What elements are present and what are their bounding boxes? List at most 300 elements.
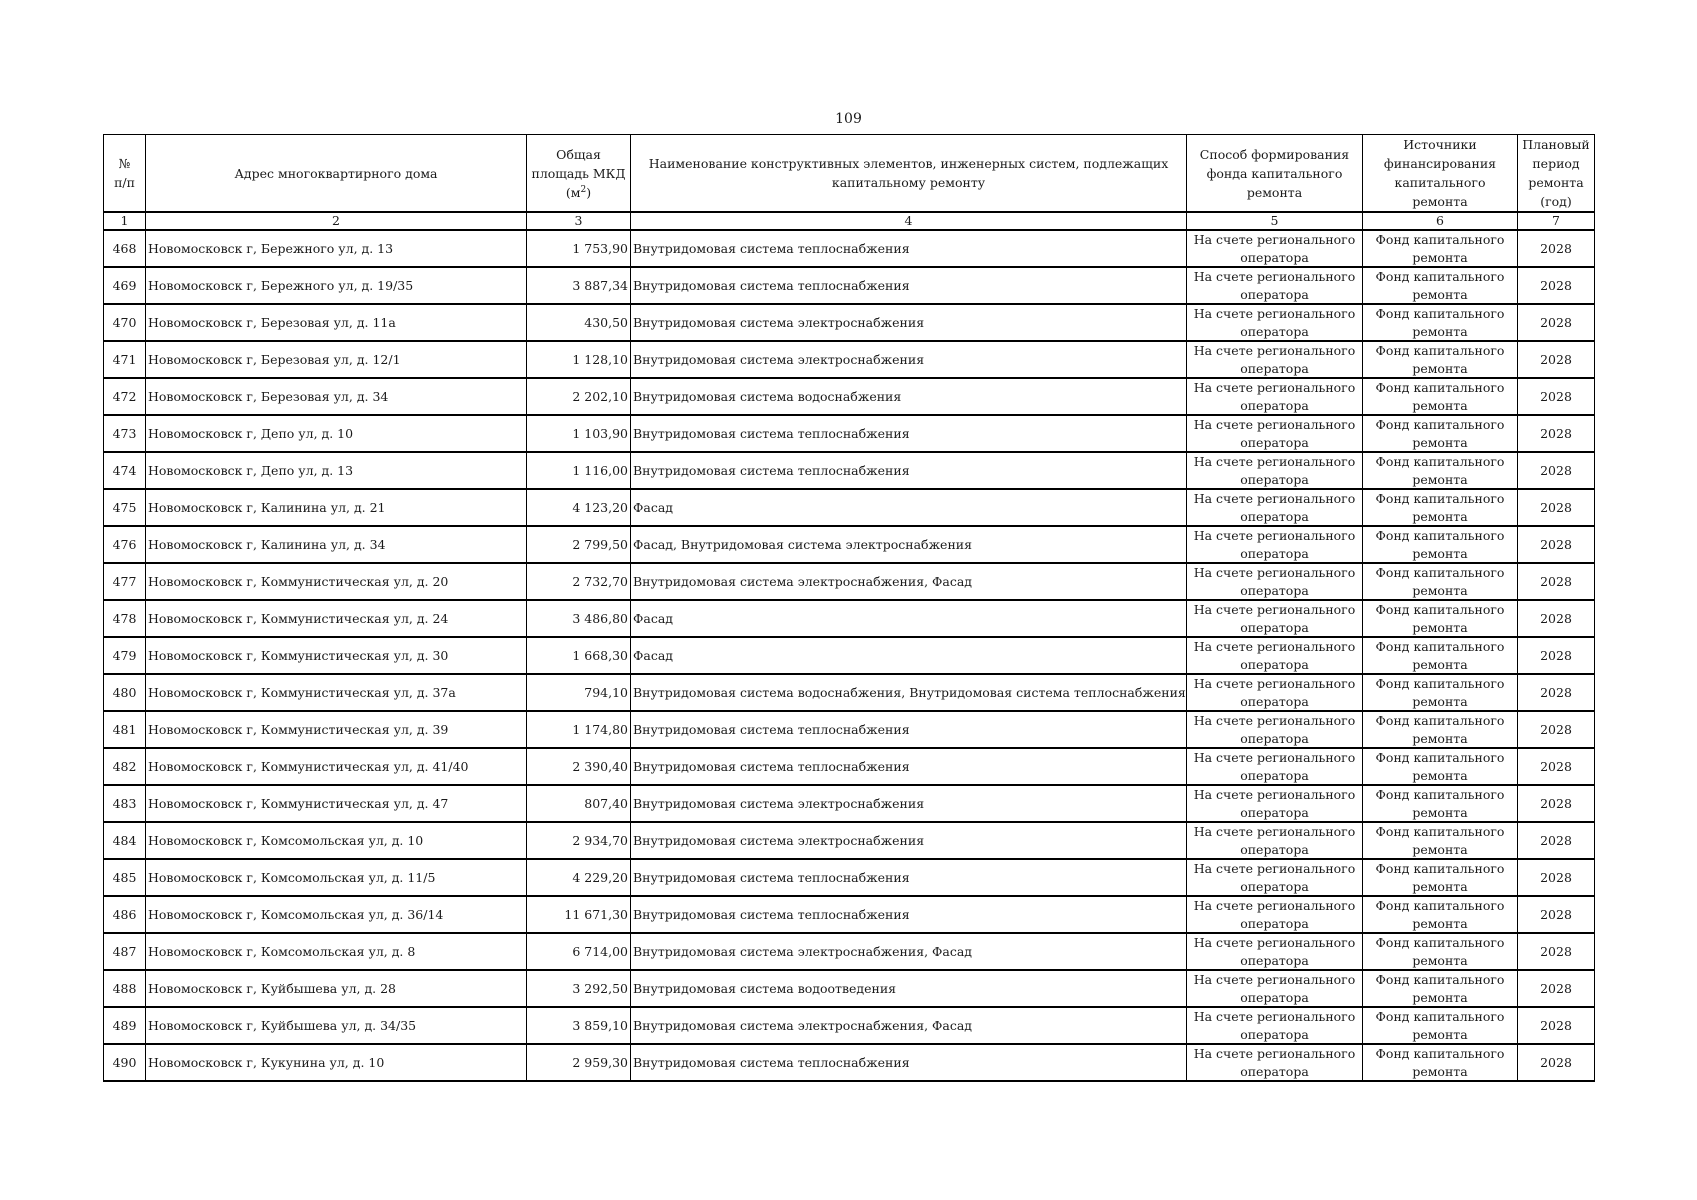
table-row — [104, 896, 1595, 933]
header-num-line: п/п — [114, 175, 135, 190]
row-source — [1363, 637, 1518, 674]
table-row — [104, 600, 1595, 637]
header-source — [1363, 135, 1518, 213]
row-address: Новомосковск г, Коммунистическая ул, д. 41/40 — [146, 748, 527, 785]
table-row — [104, 563, 1595, 600]
row-method-line: На счете регионального — [1193, 232, 1356, 247]
row-area: 1 128,10 — [527, 341, 631, 378]
table-row — [104, 637, 1595, 674]
row-address: Новомосковск г, Комсомольская ул, д. 10 — [146, 822, 527, 859]
row-area: 3 859,10 — [527, 1007, 631, 1044]
row-source — [1363, 711, 1518, 748]
row-source — [1363, 489, 1518, 526]
row-address: Новомосковск г, Калинина ул, д. 34 — [146, 526, 527, 563]
row-source-line: Фонд капитального — [1375, 491, 1505, 506]
row-method — [1187, 378, 1363, 415]
row-method — [1187, 637, 1363, 674]
table-row — [104, 341, 1595, 378]
row-source-line: ремонта — [1412, 582, 1468, 598]
row-source-line: Фонд капитального — [1375, 676, 1505, 691]
row-source-line: ремонта — [1412, 1063, 1468, 1079]
table-row — [104, 748, 1595, 785]
row-elements: Внутридомовая система электроснабжения — [631, 785, 1187, 822]
row-source — [1363, 970, 1518, 1007]
row-area: 2 799,50 — [527, 526, 631, 563]
row-address: Новомосковск г, Депо ул, д. 13 — [146, 452, 527, 489]
header-period-line: ремонта — [1528, 175, 1584, 190]
header-method-line: ремонта — [1246, 184, 1303, 200]
header-method-line: Способ формирования — [1199, 146, 1350, 162]
row-method — [1187, 1044, 1363, 1081]
row-method — [1187, 489, 1363, 526]
row-source-line: Фонд капитального — [1375, 750, 1505, 765]
row-area: 1 116,00 — [527, 452, 631, 489]
row-source — [1363, 267, 1518, 304]
row-area: 6 714,00 — [527, 933, 631, 970]
header-area-unit-close: ) — [586, 184, 592, 200]
header-num-line: № — [118, 156, 131, 171]
row-area: 2 390,40 — [527, 748, 631, 785]
row-number: 488 — [104, 970, 146, 1007]
header-area-line: площадь МКД — [531, 165, 626, 181]
header-period-line: Плановый — [1522, 137, 1590, 152]
header-period-line: (год) — [1540, 194, 1572, 209]
row-method — [1187, 267, 1363, 304]
row-source — [1363, 859, 1518, 896]
row-method — [1187, 600, 1363, 637]
row-source — [1363, 1044, 1518, 1081]
row-source — [1363, 415, 1518, 452]
row-method-line: На счете регионального — [1193, 1046, 1356, 1061]
row-source-line: ремонта — [1412, 434, 1468, 450]
row-area: 430,50 — [527, 304, 631, 341]
row-elements: Внутридомовая система теплоснабжения — [631, 230, 1187, 267]
row-address: Новомосковск г, Бережного ул, д. 13 — [146, 230, 527, 267]
row-source-line: Фонд капитального — [1375, 1046, 1505, 1061]
row-year: 2028 — [1518, 415, 1595, 452]
row-area: 794,10 — [527, 674, 631, 711]
column-number: 3 — [527, 212, 631, 230]
row-method-line: оператора — [1240, 767, 1309, 783]
row-source-line: Фонд капитального — [1375, 861, 1505, 876]
row-method — [1187, 933, 1363, 970]
row-number: 471 — [104, 341, 146, 378]
row-method-line: На счете регионального — [1193, 602, 1356, 617]
header-elements-line: Наименование конструктивных элементов, инженерных систем, подлежащих — [648, 156, 1169, 171]
row-address: Новомосковск г, Куйбышева ул, д. 28 — [146, 970, 527, 1007]
row-year: 2028 — [1518, 563, 1595, 600]
row-method-line: На счете регионального — [1193, 380, 1356, 395]
row-elements: Внутридомовая система электроснабжения, Фасад — [631, 933, 1187, 970]
row-method-line: На счете регионального — [1193, 306, 1356, 321]
header-elements — [631, 135, 1187, 213]
row-method-line: На счете регионального — [1193, 935, 1356, 950]
table-row — [104, 1044, 1595, 1081]
row-source-line: ремонта — [1412, 804, 1468, 820]
row-year: 2028 — [1518, 822, 1595, 859]
row-method — [1187, 896, 1363, 933]
row-source — [1363, 933, 1518, 970]
row-source-line: Фонд капитального — [1375, 306, 1505, 321]
row-elements: Внутридомовая система теплоснабжения — [631, 1044, 1187, 1081]
row-method-line: На счете регионального — [1193, 898, 1356, 913]
row-method-line: оператора — [1240, 1026, 1309, 1042]
row-source-line: ремонта — [1412, 952, 1468, 968]
row-method-line: На счете регионального — [1193, 491, 1356, 506]
row-source — [1363, 230, 1518, 267]
column-number: 2 — [146, 212, 527, 230]
row-method-line: оператора — [1240, 582, 1309, 598]
row-year: 2028 — [1518, 637, 1595, 674]
row-elements: Внутридомовая система теплоснабжения — [631, 896, 1187, 933]
row-address: Новомосковск г, Комсомольская ул, д. 8 — [146, 933, 527, 970]
row-source-line: ремонта — [1412, 397, 1468, 413]
table-row — [104, 711, 1595, 748]
row-source-line: Фонд капитального — [1375, 787, 1505, 802]
row-number: 484 — [104, 822, 146, 859]
row-source-line: ремонта — [1412, 841, 1468, 857]
row-address: Новомосковск г, Коммунистическая ул, д. 20 — [146, 563, 527, 600]
row-area: 11 671,30 — [527, 896, 631, 933]
column-number: 4 — [631, 212, 1187, 230]
row-method-line: На счете регионального — [1193, 1009, 1356, 1024]
row-method — [1187, 1007, 1363, 1044]
row-method — [1187, 785, 1363, 822]
row-elements: Внутридомовая система теплоснабжения — [631, 711, 1187, 748]
table-row — [104, 415, 1595, 452]
table-body — [104, 230, 1595, 1081]
row-source-line: ремонта — [1412, 286, 1468, 302]
row-method-line: оператора — [1240, 841, 1309, 857]
table-row — [104, 933, 1595, 970]
row-source-line: Фонд капитального — [1375, 232, 1505, 247]
row-source — [1363, 674, 1518, 711]
row-number: 479 — [104, 637, 146, 674]
row-source — [1363, 1007, 1518, 1044]
row-year: 2028 — [1518, 267, 1595, 304]
row-elements: Фасад — [631, 637, 1187, 674]
row-year: 2028 — [1518, 785, 1595, 822]
row-address: Новомосковск г, Березовая ул, д. 34 — [146, 378, 527, 415]
row-source-line: ремонта — [1412, 767, 1468, 783]
row-year: 2028 — [1518, 526, 1595, 563]
row-method-line: На счете регионального — [1193, 713, 1356, 728]
row-source-line: Фонд капитального — [1375, 935, 1505, 950]
row-year: 2028 — [1518, 674, 1595, 711]
table-row — [104, 304, 1595, 341]
row-method-line: оператора — [1240, 656, 1309, 672]
row-number: 470 — [104, 304, 146, 341]
row-source-line: Фонд капитального — [1375, 417, 1505, 432]
row-year: 2028 — [1518, 970, 1595, 1007]
row-method-line: оператора — [1240, 434, 1309, 450]
row-method — [1187, 748, 1363, 785]
table-row — [104, 859, 1595, 896]
row-address: Новомосковск г, Березовая ул, д. 12/1 — [146, 341, 527, 378]
column-number: 1 — [104, 212, 146, 230]
row-source-line: ремонта — [1412, 878, 1468, 894]
row-source — [1363, 304, 1518, 341]
row-area: 3 292,50 — [527, 970, 631, 1007]
row-number: 480 — [104, 674, 146, 711]
row-source-line: ремонта — [1412, 545, 1468, 561]
row-number: 469 — [104, 267, 146, 304]
row-source-line: Фонд капитального — [1375, 972, 1505, 987]
table-row — [104, 822, 1595, 859]
page-number: 109 — [835, 111, 862, 127]
row-elements: Фасад, Внутридомовая система электроснабжения — [631, 526, 1187, 563]
row-source — [1363, 600, 1518, 637]
row-year: 2028 — [1518, 1007, 1595, 1044]
row-method-line: На счете регионального — [1193, 750, 1356, 765]
row-address: Новомосковск г, Бережного ул, д. 19/35 — [146, 267, 527, 304]
row-method — [1187, 674, 1363, 711]
row-area: 1 753,90 — [527, 230, 631, 267]
row-year: 2028 — [1518, 304, 1595, 341]
row-method-line: На счете регионального — [1193, 343, 1356, 358]
row-area: 4 123,20 — [527, 489, 631, 526]
row-method — [1187, 415, 1363, 452]
row-method-line: оператора — [1240, 804, 1309, 820]
row-elements: Внутридомовая система электроснабжения, Фасад — [631, 563, 1187, 600]
row-source-line: Фонд капитального — [1375, 713, 1505, 728]
row-source-line: Фонд капитального — [1375, 269, 1505, 284]
header-num — [104, 135, 146, 213]
row-year: 2028 — [1518, 230, 1595, 267]
row-address: Новомосковск г, Кукунина ул, д. 10 — [146, 1044, 527, 1081]
row-source — [1363, 748, 1518, 785]
row-year: 2028 — [1518, 1044, 1595, 1081]
row-elements: Фасад — [631, 489, 1187, 526]
row-method — [1187, 304, 1363, 341]
row-area: 2 959,30 — [527, 1044, 631, 1081]
header-area-unit-text: (м — [565, 184, 581, 200]
row-year: 2028 — [1518, 378, 1595, 415]
row-elements: Внутридомовая система теплоснабжения — [631, 859, 1187, 896]
row-method-line: оператора — [1240, 878, 1309, 894]
row-number: 472 — [104, 378, 146, 415]
row-source-line: ремонта — [1412, 360, 1468, 376]
header-area-unit — [529, 183, 628, 202]
row-elements: Внутридомовая система электроснабжения — [631, 304, 1187, 341]
row-source-line: ремонта — [1412, 249, 1468, 265]
row-source — [1363, 785, 1518, 822]
row-method-line: оператора — [1240, 397, 1309, 413]
row-method-line: На счете регионального — [1193, 528, 1356, 543]
header-area — [527, 135, 631, 213]
row-method — [1187, 452, 1363, 489]
row-number: 485 — [104, 859, 146, 896]
row-year: 2028 — [1518, 748, 1595, 785]
row-source — [1363, 526, 1518, 563]
row-source-line: Фонд капитального — [1375, 824, 1505, 839]
header-method-line: фонда капитального — [1206, 165, 1343, 181]
row-method-line: На счете регионального — [1193, 639, 1356, 654]
header-elements-line: капитальному ремонту — [831, 175, 986, 190]
row-source — [1363, 896, 1518, 933]
row-source — [1363, 378, 1518, 415]
row-number: 486 — [104, 896, 146, 933]
header-area-unit-sup: 2 — [580, 184, 587, 195]
row-method-line: На счете регионального — [1193, 417, 1356, 432]
row-elements: Внутридомовая система теплоснабжения — [631, 748, 1187, 785]
row-method-line: На счете регионального — [1193, 861, 1356, 876]
row-method — [1187, 230, 1363, 267]
row-source-line: Фонд капитального — [1375, 565, 1505, 580]
column-number: 7 — [1518, 212, 1595, 230]
row-method-line: оператора — [1240, 619, 1309, 635]
row-source-line: ремонта — [1412, 323, 1468, 339]
row-method — [1187, 563, 1363, 600]
table-header-row — [104, 135, 1595, 213]
row-address: Новомосковск г, Депо ул, д. 10 — [146, 415, 527, 452]
table-row — [104, 674, 1595, 711]
row-number: 490 — [104, 1044, 146, 1081]
header-area-line: Общая — [556, 146, 601, 162]
row-number: 468 — [104, 230, 146, 267]
row-elements: Внутридомовая система теплоснабжения — [631, 267, 1187, 304]
row-year: 2028 — [1518, 711, 1595, 748]
row-year: 2028 — [1518, 489, 1595, 526]
row-source-line: ремонта — [1412, 989, 1468, 1005]
row-source — [1363, 341, 1518, 378]
table-row — [104, 785, 1595, 822]
capital-repair-table — [103, 134, 1595, 1082]
row-method-line: оператора — [1240, 1063, 1309, 1079]
row-method — [1187, 859, 1363, 896]
row-elements: Внутридомовая система теплоснабжения — [631, 452, 1187, 489]
row-source-line: ремонта — [1412, 656, 1468, 672]
row-address: Новомосковск г, Калинина ул, д. 21 — [146, 489, 527, 526]
header-period-line: период — [1532, 156, 1580, 171]
row-method-line: оператора — [1240, 545, 1309, 561]
column-number: 5 — [1187, 212, 1363, 230]
table-row — [104, 526, 1595, 563]
column-number-row — [104, 212, 1595, 230]
row-address: Новомосковск г, Коммунистическая ул, д. 24 — [146, 600, 527, 637]
row-source — [1363, 452, 1518, 489]
row-number: 487 — [104, 933, 146, 970]
table-row — [104, 970, 1595, 1007]
row-method — [1187, 711, 1363, 748]
row-elements: Внутридомовая система водоснабжения, Внутридомовая система теплоснабжения — [631, 674, 1187, 711]
row-elements: Внутридомовая система водоотведения — [631, 970, 1187, 1007]
row-method-line: На счете регионального — [1193, 824, 1356, 839]
row-elements: Внутридомовая система электроснабжения — [631, 822, 1187, 859]
row-elements: Внутридомовая система водоснабжения — [631, 378, 1187, 415]
row-year: 2028 — [1518, 896, 1595, 933]
row-year: 2028 — [1518, 452, 1595, 489]
row-method-line: оператора — [1240, 323, 1309, 339]
row-number: 489 — [104, 1007, 146, 1044]
row-elements: Внутридомовая система теплоснабжения — [631, 415, 1187, 452]
row-source-line: ремонта — [1412, 693, 1468, 709]
row-year: 2028 — [1518, 600, 1595, 637]
table-row — [104, 267, 1595, 304]
row-area: 1 668,30 — [527, 637, 631, 674]
row-address: Новомосковск г, Коммунистическая ул, д. 47 — [146, 785, 527, 822]
row-year: 2028 — [1518, 341, 1595, 378]
row-elements: Внутридомовая система электроснабжения, Фасад — [631, 1007, 1187, 1044]
header-source-line: финансирования — [1383, 156, 1497, 171]
table-row — [104, 489, 1595, 526]
row-address: Новомосковск г, Коммунистическая ул, д. 37а — [146, 674, 527, 711]
row-method-line: На счете регионального — [1193, 972, 1356, 987]
row-method-line: оператора — [1240, 508, 1309, 524]
row-source-line: ремонта — [1412, 619, 1468, 635]
row-area: 1 174,80 — [527, 711, 631, 748]
row-address: Новомосковск г, Куйбышева ул, д. 34/35 — [146, 1007, 527, 1044]
column-number: 6 — [1363, 212, 1518, 230]
row-area: 2 202,10 — [527, 378, 631, 415]
row-method — [1187, 341, 1363, 378]
row-address: Новомосковск г, Комсомольская ул, д. 11/5 — [146, 859, 527, 896]
row-method-line: оператора — [1240, 249, 1309, 265]
row-address: Новомосковск г, Коммунистическая ул, д. 30 — [146, 637, 527, 674]
row-source-line: ремонта — [1412, 508, 1468, 524]
row-source-line: Фонд капитального — [1375, 898, 1505, 913]
table-row — [104, 230, 1595, 267]
row-area: 4 229,20 — [527, 859, 631, 896]
row-address: Новомосковск г, Комсомольская ул, д. 36/14 — [146, 896, 527, 933]
table-row — [104, 452, 1595, 489]
header-method — [1187, 135, 1363, 213]
row-area: 3 486,80 — [527, 600, 631, 637]
row-source-line: Фонд капитального — [1375, 602, 1505, 617]
row-number: 475 — [104, 489, 146, 526]
row-method-line: На счете регионального — [1193, 454, 1356, 469]
row-year: 2028 — [1518, 859, 1595, 896]
row-year: 2028 — [1518, 933, 1595, 970]
row-source-line: ремонта — [1412, 1026, 1468, 1042]
row-method-line: На счете регионального — [1193, 269, 1356, 284]
row-method-line: оператора — [1240, 952, 1309, 968]
row-area: 1 103,90 — [527, 415, 631, 452]
header-source-line: Источники — [1403, 137, 1477, 152]
row-method-line: оператора — [1240, 730, 1309, 746]
row-method — [1187, 526, 1363, 563]
row-method-line: На счете регионального — [1193, 787, 1356, 802]
row-source — [1363, 822, 1518, 859]
row-source-line: ремонта — [1412, 915, 1468, 931]
row-method-line: На счете регионального — [1193, 676, 1356, 691]
row-source-line: Фонд капитального — [1375, 454, 1505, 469]
row-area: 2 732,70 — [527, 563, 631, 600]
header-period — [1518, 135, 1595, 213]
row-method — [1187, 970, 1363, 1007]
row-number: 478 — [104, 600, 146, 637]
row-method-line: оператора — [1240, 693, 1309, 709]
header-source-line: капитального ремонта — [1394, 175, 1486, 209]
row-source-line: ремонта — [1412, 471, 1468, 487]
row-source-line: Фонд капитального — [1375, 639, 1505, 654]
row-method-line: На счете регионального — [1193, 565, 1356, 580]
row-number: 476 — [104, 526, 146, 563]
row-method-line: оператора — [1240, 471, 1309, 487]
row-method-line: оператора — [1240, 360, 1309, 376]
row-number: 473 — [104, 415, 146, 452]
row-area: 807,40 — [527, 785, 631, 822]
row-number: 477 — [104, 563, 146, 600]
header-address: Адрес многоквартирного дома — [146, 135, 527, 213]
row-source — [1363, 563, 1518, 600]
row-source-line: Фонд капитального — [1375, 380, 1505, 395]
row-source-line: Фонд капитального — [1375, 343, 1505, 358]
row-method-line: оператора — [1240, 989, 1309, 1005]
row-address: Новомосковск г, Березовая ул, д. 11а — [146, 304, 527, 341]
table-row — [104, 1007, 1595, 1044]
row-area: 3 887,34 — [527, 267, 631, 304]
